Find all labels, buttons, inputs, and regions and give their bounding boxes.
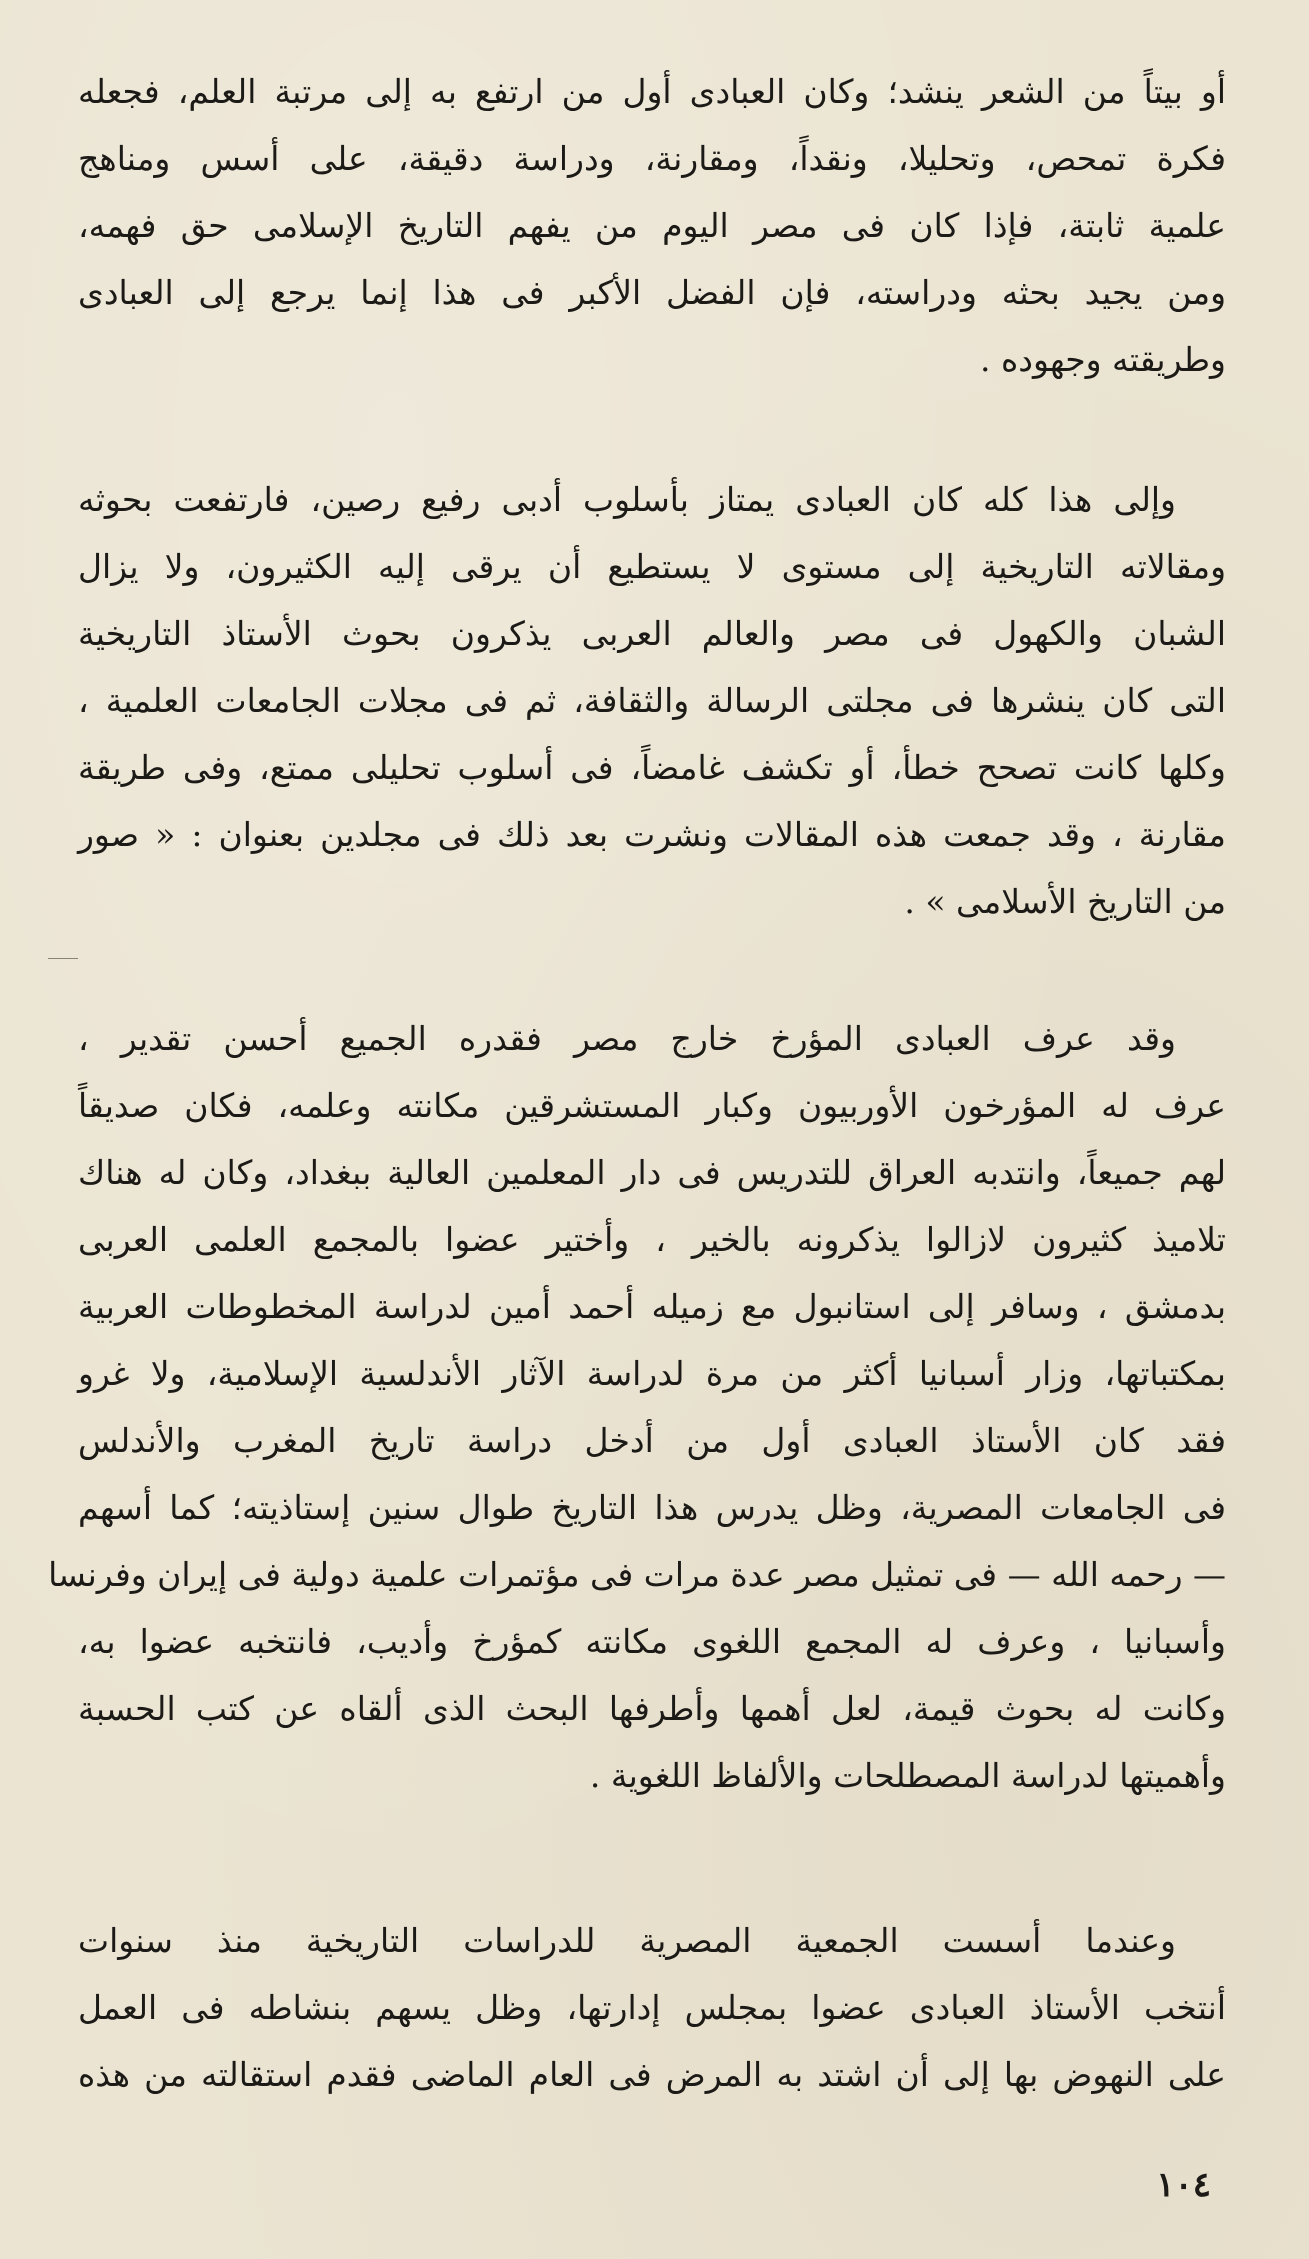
paragraph-1: [78, 58, 1226, 393]
text-line: فكرة تمحص، وتحليلا، ونقداً، ومقارنة، ودراسة دقيقة، على أسس ومناهج: [78, 139, 1226, 178]
text-line: أو بيتاً من الشعر ينشد؛ وكان العبادى أول من ارتفع به إلى مرتبة العلم، فجعله: [78, 72, 1226, 111]
text-line: أنتخب الأستاذ العبادى عضوا بمجلس إدارتها، وظل يسهم بنشاطه فى العمل: [78, 1988, 1227, 2027]
text-line: عرف له المؤرخون الأوربيون وكبار المستشرقين مكانته وعلمه، فكان صديقاً: [78, 1086, 1226, 1125]
paragraph-3: [48, 1005, 1226, 1809]
text-line: بدمشق ، وسافر إلى استانبول مع زميله أحمد أمين لدراسة المخطوطات العربية: [78, 1287, 1226, 1326]
text-line: ومقالاته التاريخية إلى مستوى لا يستطيع أن يرقى إليه الكثيرون، ولا يزال: [78, 547, 1226, 586]
text-line: علمية ثابتة، فإذا كان فى مصر اليوم من يفهم التاريخ الإسلامى حق فهمه،: [78, 206, 1226, 245]
text-line: الشبان والكهول فى مصر والعالم العربى يذكرون بحوث الأستاذ التاريخية: [78, 614, 1226, 653]
text-line: وأهميتها لدراسة المصطلحات والألفاظ اللغوية .: [589, 1756, 1226, 1795]
text-line: من التاريخ الأسلامى » .: [904, 882, 1226, 921]
text-line: بمكتباتها، وزار أسبانيا أكثر من مرة لدراسة الآثار الأندلسية الإسلامية، ولا غرو: [78, 1354, 1226, 1393]
text-line: وطريقته وجهوده .: [980, 340, 1226, 379]
paragraph-4: [78, 1907, 1226, 2108]
paragraph-2: [78, 466, 1226, 935]
text-line: وإلى هذا كله كان العبادى يمتاز بأسلوب أدبى رفيع رصين، فارتفعت بحوثه: [78, 480, 1176, 519]
text-line: ومن يجيد بحثه ودراسته، فإن الفضل الأكبر فى هذا إنما يرجع إلى العبادى: [78, 273, 1226, 312]
margin-pencil-mark: [48, 958, 78, 959]
text-line: فى الجامعات المصرية، وظل يدرس هذا التاريخ طوال سنين إستاذيته؛ كما أسهم: [78, 1488, 1226, 1527]
text-line: وأسبانيا ، وعرف له المجمع اللغوى مكانته كمؤرخ وأديب، فانتخبه عضوا به،: [78, 1622, 1226, 1661]
text-line: — رحمه الله — فى تمثيل مصر عدة مرات فى مؤتمرات علمية دولية فى إيران وفرنسا: [48, 1555, 1226, 1594]
text-line: وكانت له بحوث قيمة، لعل أهمها وأطرفها البحث الذى ألقاه عن كتب الحسبة: [78, 1689, 1226, 1728]
text-line: وعندما أسست الجمعية المصرية للدراسات التاريخية منذ سنوات: [78, 1921, 1176, 1960]
text-line: التى كان ينشرها فى مجلتى الرسالة والثقافة، ثم فى مجلات الجامعات العلمية ،: [78, 681, 1226, 720]
text-line: وكلها كانت تصحح خطأ، أو تكشف غامضاً، فى أسلوب تحليلى ممتع، وفى طريقة: [78, 748, 1226, 787]
text-line: تلاميذ كثيرون لازالوا يذكرونه بالخير ، وأختير عضوا بالمجمع العلمى العربى: [78, 1220, 1226, 1259]
page-number: ١٠٤: [1156, 2165, 1211, 2205]
text-line: وقد عرف العبادى المؤرخ خارج مصر فقدره الجميع أحسن تقدير ،: [78, 1019, 1176, 1058]
text-line: لهم جميعاً، وانتدبه العراق للتدريس فى دار المعلمين العالية ببغداد، وكان له هناك: [78, 1153, 1226, 1192]
text-line: على النهوض بها إلى أن اشتد به المرض فى العام الماضى فقدم استقالته من هذه: [78, 2055, 1226, 2094]
text-line: فقد كان الأستاذ العبادى أول من أدخل دراسة تاريخ المغرب والأندلس: [78, 1421, 1226, 1460]
text-line: مقارنة ، وقد جمعت هذه المقالات ونشرت بعد ذلك فى مجلدين بعنوان : « صور: [78, 815, 1226, 854]
